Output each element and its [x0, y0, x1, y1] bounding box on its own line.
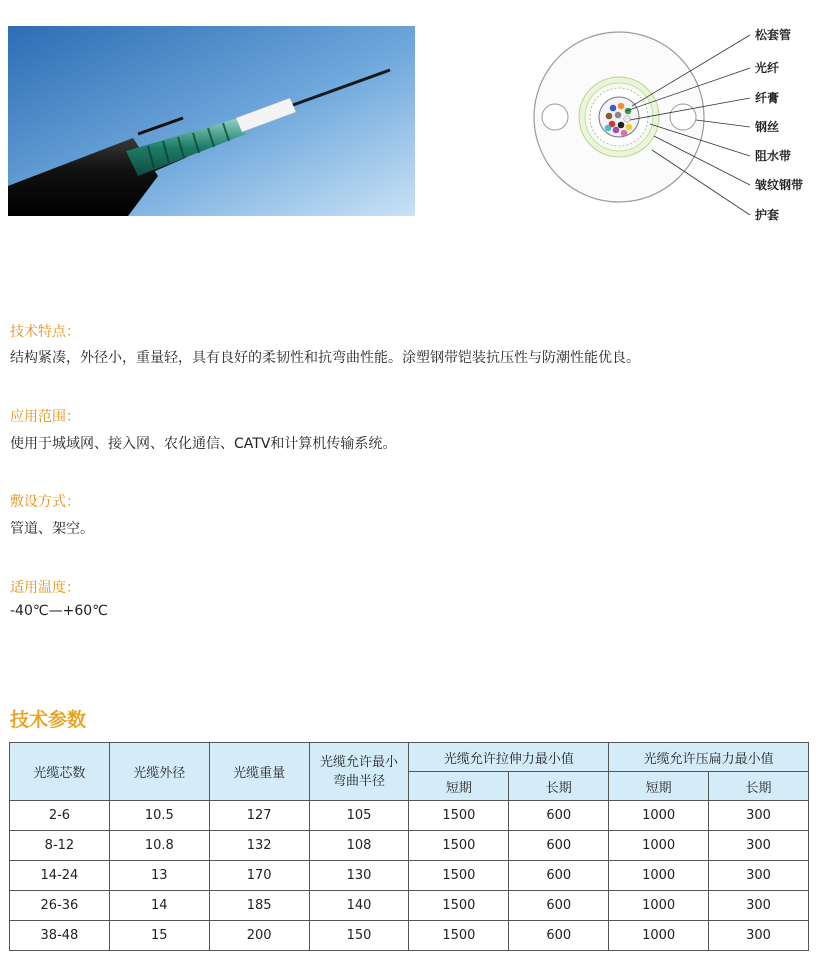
header-tensile-short: 短期 — [409, 772, 509, 801]
header-diameter: 光缆外径 — [109, 743, 209, 801]
table-cell: 600 — [509, 801, 609, 831]
header-crush: 光缆允许压扁力最小值 — [609, 743, 809, 772]
header-tensile-long: 长期 — [509, 772, 609, 801]
cable-photo-image — [8, 26, 415, 216]
cable-cross-section-diagram — [530, 10, 830, 240]
table-cell: 300 — [709, 891, 809, 921]
section-title-temperature: 适用温度： — [10, 580, 80, 596]
table-cell: 300 — [709, 801, 809, 831]
header-crush-short: 短期 — [609, 772, 709, 801]
label-loose-tube: 松套管 — [755, 28, 792, 42]
table-cell: 1000 — [609, 921, 709, 951]
table-cell: 1500 — [409, 921, 509, 951]
table-cell: 600 — [509, 861, 609, 891]
table-cell: 132 — [209, 831, 309, 861]
section-body-features: 结构紧凑，外径小，重量轻，具有良好的柔韧性和抗弯曲性能。涂塑钢带铠装抗压性与防潮性能优良。 — [10, 350, 640, 366]
table-cell: 1000 — [609, 831, 709, 861]
header-bend-radius — [309, 743, 409, 801]
table-cell: 1500 — [409, 891, 509, 921]
table-cell: 127 — [209, 801, 309, 831]
table-cell: 150 — [309, 921, 409, 951]
table-row — [10, 831, 809, 861]
table-cell: 15 — [109, 921, 209, 951]
steel-wire-shape — [670, 104, 696, 130]
section-body-installation: 管道、架空。 — [10, 521, 94, 537]
table-cell: 130 — [309, 861, 409, 891]
section-title-applications: 应用范围： — [10, 409, 80, 425]
table-cell: 1000 — [609, 891, 709, 921]
table-cell: 600 — [509, 891, 609, 921]
table-cell: 300 — [709, 921, 809, 951]
table-cell: 38-48 — [10, 921, 110, 951]
header-bend-line2: 弯曲半径 — [333, 773, 386, 789]
table-cell: 13 — [109, 861, 209, 891]
table-cell: 600 — [509, 921, 609, 951]
label-fiber: 光纤 — [755, 61, 780, 75]
header-bend-line1: 光缆允许最小 — [320, 754, 399, 770]
cable-photo — [8, 26, 415, 216]
table-cell: 300 — [709, 831, 809, 861]
table-cell: 1500 — [409, 801, 509, 831]
steel-wire-shape — [542, 104, 568, 130]
header-cores: 光缆芯数 — [10, 743, 110, 801]
table-cell: 8-12 — [10, 831, 110, 861]
table-cell: 14 — [109, 891, 209, 921]
table-row — [10, 801, 809, 831]
table-cell: 185 — [209, 891, 309, 921]
table-cell: 1000 — [609, 861, 709, 891]
table-cell: 105 — [309, 801, 409, 831]
params-title: 技术参数 — [10, 709, 87, 731]
table-cell: 300 — [709, 861, 809, 891]
label-sheath: 护套 — [755, 208, 780, 222]
table-cell: 10.8 — [109, 831, 209, 861]
table-cell: 1500 — [409, 861, 509, 891]
section-title-features: 技术特点： — [10, 324, 80, 340]
table-cell: 1000 — [609, 801, 709, 831]
table-cell: 170 — [209, 861, 309, 891]
section-body-temperature: -40℃—+60℃ — [10, 603, 108, 619]
spec-table — [9, 742, 809, 951]
table-cell: 600 — [509, 831, 609, 861]
header-crush-long: 长期 — [709, 772, 809, 801]
table-cell: 26-36 — [10, 891, 110, 921]
table-cell: 10.5 — [109, 801, 209, 831]
table-cell: 2-6 — [10, 801, 110, 831]
table-cell: 200 — [209, 921, 309, 951]
label-steel-wire: 钢丝 — [755, 120, 780, 134]
table-row — [10, 891, 809, 921]
section-body-applications: 使用于城域网、接入网、农化通信、CATV和计算机传输系统。 — [10, 436, 397, 452]
table-row — [10, 861, 809, 891]
table-cell: 1500 — [409, 831, 509, 861]
label-corrugated-steel-tape: 皱纹钢带 — [755, 178, 804, 192]
label-fiber-gel: 纤膏 — [755, 91, 780, 105]
table-row — [10, 921, 809, 951]
table-cell: 108 — [309, 831, 409, 861]
header-weight: 光缆重量 — [209, 743, 309, 801]
table-cell: 140 — [309, 891, 409, 921]
table-cell: 14-24 — [10, 861, 110, 891]
header-tensile: 光缆允许拉伸力最小值 — [409, 743, 609, 772]
section-title-installation: 敷设方式： — [10, 494, 80, 510]
label-water-blocking-tape: 阻水带 — [755, 149, 792, 163]
